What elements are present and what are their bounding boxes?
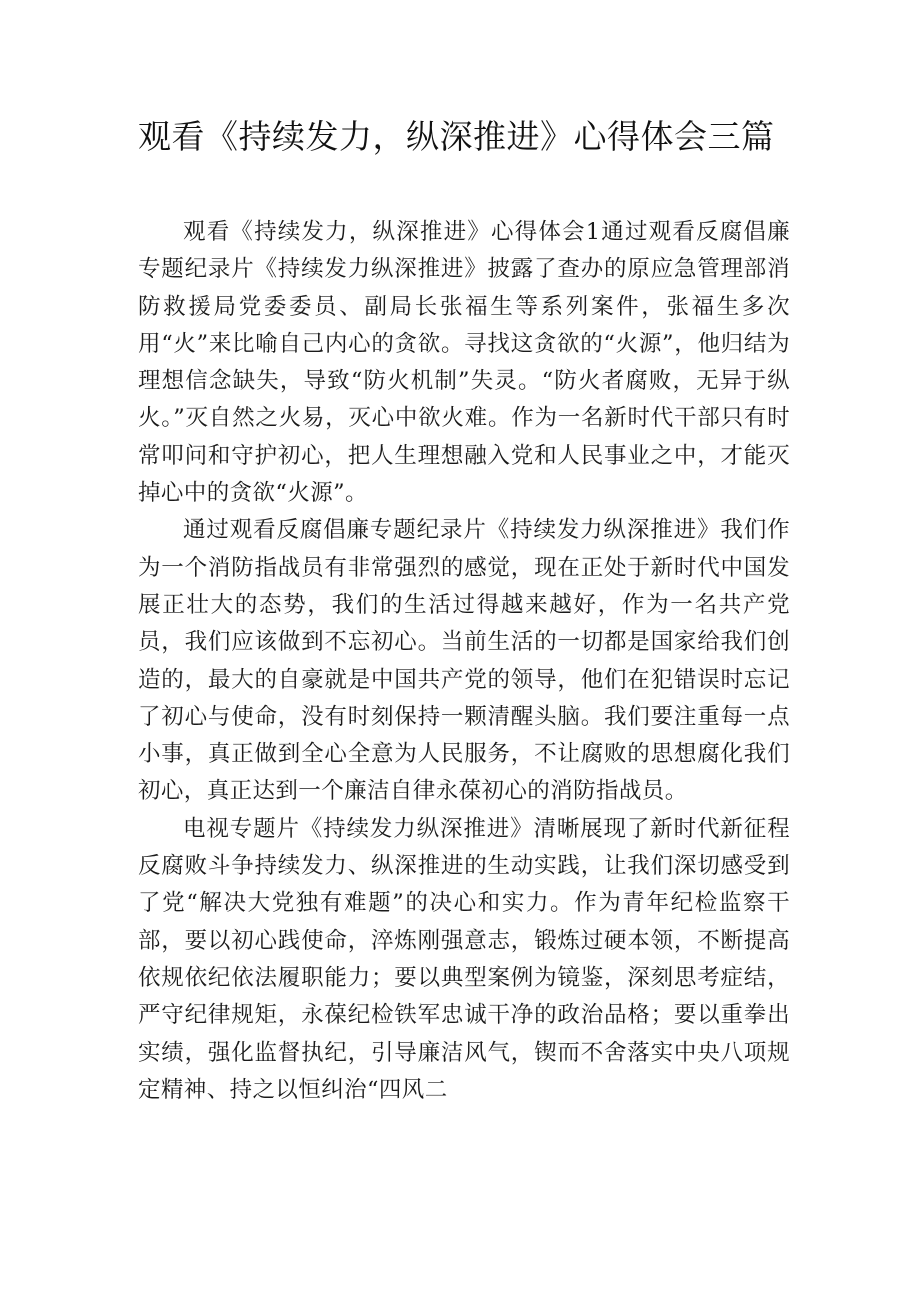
document-title: 观看《持续发力，纵深推进》心得体会三篇 [138,117,775,156]
document-body [138,214,790,1109]
paragraph-2: 通过观看反腐倡廉专题纪录片《持续发力纵深推进》我们作为一个消防指战员有非常强烈的感觉，现在正处于新时代中国发展正壮大的态势，我们的生活过得越来越好，作为一名共产党员，我们应该做到不忘初心。当前生活的一切都是国家给我们创造的，最大的自豪就是中国共产党的领导，他们在犯错误时忘记了初心与使命，没有时刻保持一颗清醒头脑。我们要注重每一点小事，真正做到全心全意为人民服务，不让腐败的思想腐化我们初心，真正达到一个廉洁自律永葆初心的消防指战员。 [138,517,790,805]
paragraph-3: 电视专题片《持续发力纵深推进》清晰展现了新时代新征程反腐败斗争持续发力、纵深推进的生动实践，让我们深切感受到了党“解决大党独有难题”的决心和实力。作为青年纪检监察干部，要以初心践使命，淬炼刚强意志，锻炼过硬本领，不断提高依规依纪依法履职能力；要以典型案例为镜鉴，深刻思考症结，严守纪律规矩，永葆纪检铁军忠诚干净的政治品格；要以重拳出实绩，强化监督执纪，引导廉洁风气，锲而不舍落实中央八项规定精神、持之以恒纠治“四风二 [138,815,790,1103]
paragraph-1: 观看《持续发力，纵深推进》心得体会1通过观看反腐倡廉专题纪录片《持续发力纵深推进》披露了查办的原应急管理部消防救援局党委委员、副局长张福生等系列案件，张福生多次用“火”来比喻自己内心的贪欲。寻找这贪欲的“火源”，他归结为理想信念缺失，导致“防火机制”失灵。“防火者腐败，无异于纵火。”灭自然之火易，灭心中欲火难。作为一名新时代干部只有时常叩问和守护初心，把人生理想融入党和人民事业之中，才能灭掉心中的贪欲“火源”。 [138,219,790,507]
